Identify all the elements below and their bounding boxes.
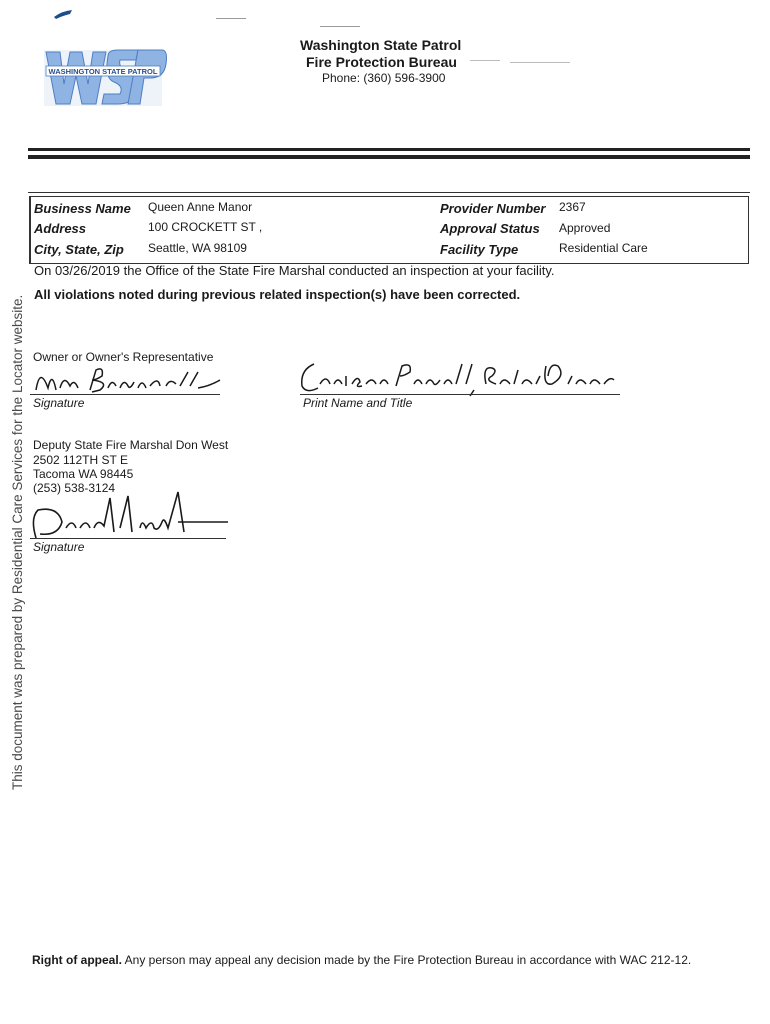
side-note: This document was prepared by Residential Care Services for the Locator website. xyxy=(10,294,25,790)
agency-name: Washington State Patrol xyxy=(300,37,462,53)
marshal-city: Tacoma WA 98445 xyxy=(33,467,134,481)
appeal-heading: Right of appeal. xyxy=(32,953,122,967)
divider xyxy=(28,148,750,151)
approval-status-label: Approval Status xyxy=(440,221,540,236)
address-value: 100 CROCKETT ST , xyxy=(148,220,263,234)
provider-number-label: Provider Number xyxy=(440,201,546,216)
marshal-phone: (253) 538-3124 xyxy=(33,481,116,495)
bureau-phone: Phone: (360) 596-3900 xyxy=(322,71,446,85)
divider xyxy=(28,155,750,159)
signature-line xyxy=(30,394,220,395)
print-name-line xyxy=(300,394,620,395)
print-name-label: Print Name and Title xyxy=(303,396,413,410)
divider xyxy=(28,192,750,193)
owner-signature-label: Signature xyxy=(33,396,85,410)
right-of-appeal xyxy=(32,953,691,967)
scan-mark xyxy=(52,6,74,16)
facility-type-label: Facility Type xyxy=(440,242,519,257)
logo-text: WASHINGTON STATE PATROL xyxy=(48,67,158,76)
bureau-name: Fire Protection Bureau xyxy=(306,54,457,70)
appeal-text: Any person may appeal any decision made by the Fire Protection Bureau in accordance with WAC 212-12. xyxy=(122,953,692,967)
signature-line xyxy=(30,538,226,539)
marshal-name: Deputy State Fire Marshal Don West xyxy=(33,438,229,452)
violations-statement: All violations noted during previous related inspection(s) have been corrected. xyxy=(34,287,521,302)
business-name-value: Queen Anne Manor xyxy=(148,200,253,214)
marshal-signature xyxy=(28,488,238,544)
marshal-street: 2502 112TH ST E xyxy=(33,453,128,467)
wsp-logo xyxy=(38,44,168,110)
address-label: Address xyxy=(34,221,87,236)
city-value: Seattle, WA 98109 xyxy=(148,241,247,255)
owner-title: Owner or Owner's Representative xyxy=(33,350,214,364)
approval-status-value: Approved xyxy=(559,221,611,235)
inspection-statement: On 03/26/2019 the Office of the State Fire Marshal conducted an inspection at your facility. xyxy=(34,263,555,278)
facility-type-value: Residential Care xyxy=(559,241,648,255)
city-label: City, State, Zip xyxy=(34,242,124,257)
business-name-label: Business Name xyxy=(34,201,131,216)
marshal-signature-label: Signature xyxy=(33,540,85,554)
provider-number-value: 2367 xyxy=(559,200,586,214)
